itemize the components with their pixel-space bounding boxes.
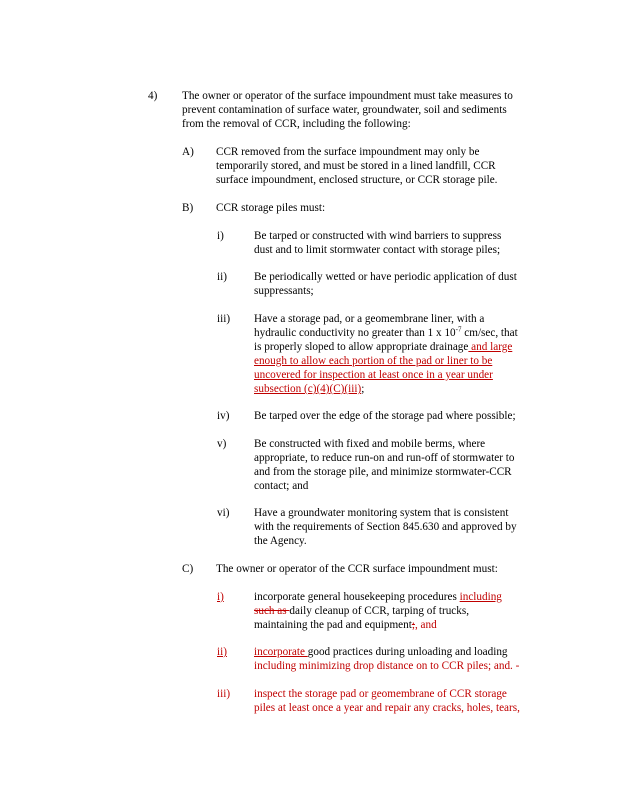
subitem-text bbox=[254, 590, 574, 632]
text-line bbox=[254, 590, 574, 604]
deleted-text: such as bbox=[254, 605, 290, 617]
paragraph-number: 4) bbox=[148, 90, 158, 102]
subitem-number: i) bbox=[217, 230, 224, 242]
inserted-text: incorporate bbox=[254, 646, 308, 658]
paragraph-text bbox=[182, 89, 562, 131]
subitem-text bbox=[254, 312, 574, 396]
deleted-text: ; bbox=[411, 619, 415, 631]
subitem-text bbox=[254, 687, 574, 715]
text-line: Have a groundwater monitoring system that is consistent bbox=[254, 507, 509, 519]
inserted-text: uncovered for inspection at least once in a year under bbox=[254, 369, 493, 381]
text-line: dust and to limit stormwater contact with storage piles; bbox=[254, 244, 501, 256]
text-run: ; bbox=[361, 383, 365, 395]
subitem-text bbox=[254, 437, 574, 493]
text-line: surface impoundment, enclosed structure, or CCR storage pile. bbox=[216, 174, 498, 186]
item-number: A) bbox=[182, 146, 194, 158]
text-line: Be periodically wetted or have periodic application of dust bbox=[254, 271, 517, 283]
inserted-text: enough to allow each portion of the pad or liner to be bbox=[254, 355, 493, 367]
text-line: Have a storage pad, or a geomembrane liner, with a bbox=[254, 313, 485, 325]
inserted-text: including minimizing drop distance on to CCR piles; and. - bbox=[254, 660, 520, 672]
subitem-number: i) bbox=[217, 591, 224, 603]
subitem-number: iii) bbox=[217, 688, 231, 700]
text-line bbox=[254, 645, 574, 659]
superscript-exponent: -7 bbox=[455, 325, 462, 334]
text-run: incorporate general housekeeping procedures bbox=[254, 591, 460, 603]
text-line: with the requirements of Section 845.630 and approved by bbox=[254, 521, 517, 533]
subitem-number: v) bbox=[217, 438, 227, 450]
inserted-text: , and bbox=[414, 619, 437, 631]
item-number: C) bbox=[182, 563, 194, 575]
text-line: from the removal of CCR, including the following: bbox=[182, 118, 411, 130]
subitem-text bbox=[254, 229, 564, 257]
text-line: Be tarped or constructed with wind barriers to suppress bbox=[254, 230, 502, 242]
subitem-number: vi) bbox=[217, 507, 230, 519]
subitem-text bbox=[254, 506, 574, 548]
text-run: is properly sloped to allow appropriate drainage bbox=[254, 341, 469, 353]
subitem-text: Be tarped over the edge of the storage pad where possible; bbox=[254, 410, 516, 422]
text-line: inspect the storage pad or geomembrane of CCR storage bbox=[254, 688, 507, 700]
text-line: prevent contamination of surface water, groundwater, soil and sediments bbox=[182, 104, 507, 116]
text-run: maintaining the pad and equipment bbox=[254, 619, 412, 631]
inserted-text: including bbox=[459, 591, 502, 603]
text-run: daily cleanup of CCR, tarping of trucks, bbox=[289, 605, 470, 617]
text-run: hydraulic conductivity no greater than 1 x 10 bbox=[254, 327, 456, 339]
subitem-number: ii) bbox=[217, 646, 227, 658]
subitem-number: iv) bbox=[217, 410, 230, 422]
text-line: the Agency. bbox=[254, 535, 307, 547]
text-line: The owner or operator of the surface impoundment must take measures to bbox=[182, 90, 513, 102]
text-line: contact; and bbox=[254, 480, 309, 492]
text-line: piles at least once a year and repair any cracks, holes, tears, bbox=[254, 702, 520, 714]
text-line bbox=[254, 618, 574, 632]
text-line: CCR removed from the surface impoundment may only be bbox=[216, 146, 480, 158]
subitem-text bbox=[254, 645, 574, 673]
text-line: Be constructed with fixed and mobile berms, where bbox=[254, 438, 486, 450]
item-number: B) bbox=[182, 202, 194, 214]
text-line: and from the storage pile, and minimize stormwater-CCR bbox=[254, 466, 512, 478]
inserted-text: and large bbox=[468, 341, 513, 353]
text-run: good practices during unloading and loading bbox=[307, 646, 508, 658]
text-line: temporarily stored, and must be stored in a lined landfill, CCR bbox=[216, 160, 496, 172]
subitem-text bbox=[254, 270, 564, 298]
text-line: appropriate, to reduce run-on and run-off of stormwater to bbox=[254, 452, 515, 464]
item-text: CCR storage piles must: bbox=[216, 202, 326, 214]
text-line bbox=[254, 340, 574, 354]
item-text bbox=[216, 145, 556, 187]
text-run: cm/sec, that bbox=[461, 327, 518, 339]
text-line: suppressants; bbox=[254, 285, 314, 297]
text-line bbox=[254, 604, 574, 618]
subitem-number: iii) bbox=[217, 313, 231, 325]
subitem-number: ii) bbox=[217, 271, 227, 283]
item-text: The owner or operator of the CCR surface impoundment must: bbox=[216, 563, 498, 575]
inserted-text: subsection (c)(4)(C)(iii) bbox=[254, 383, 362, 395]
text-line bbox=[254, 382, 574, 396]
text-line bbox=[254, 326, 574, 340]
